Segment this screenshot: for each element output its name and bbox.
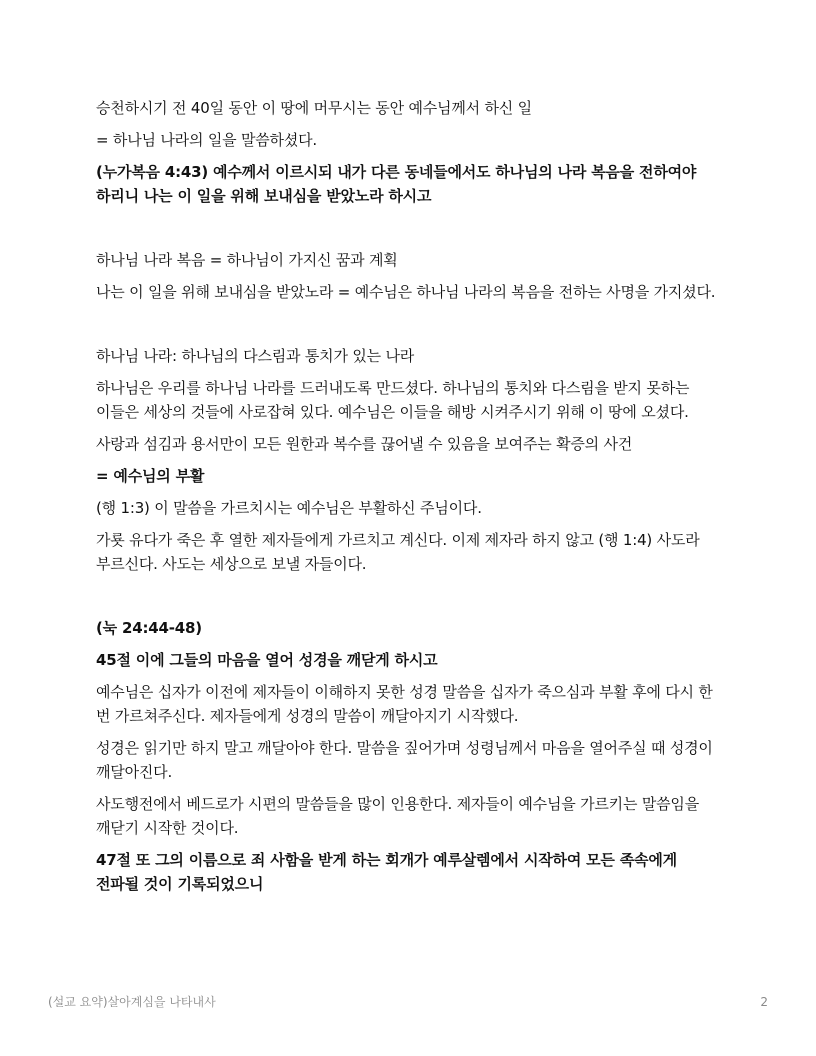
footer-document-title: (설교 요약)살아계심을 나타내사 [48, 995, 216, 1009]
paragraph: 하나님 나라 복음 = 하나님이 가지신 꿈과 계획 [96, 251, 398, 269]
paragraph: 성경은 읽기만 하지 말고 깨달아야 한다. 말씀을 짚어가며 성령님께서 마음을 열어주실 때 성경이 깨달아진다. [96, 739, 713, 781]
paragraph: (행 1:3) 이 말씀을 가르치시는 예수님은 부활하신 주님이다. [96, 499, 482, 517]
blank-line [96, 312, 720, 344]
scripture-reference: (눅 24:44-48) [96, 619, 202, 637]
blank-line [96, 216, 720, 248]
paragraph: 하나님은 우리를 하나님 나라를 드러내도록 만드셨다. 하나님의 통치와 다스림을 받지 못하는 이들은 세상의 것들에 사로잡혀 있다. 예수님은 이들을 해방 시켜주시기 위해 이 땅에 오셨다. [96, 379, 690, 421]
footer-page-number: 2 [760, 995, 768, 1009]
page-content [96, 96, 720, 904]
emphasis-line: = 예수님의 부활 [96, 467, 205, 485]
blank-line [96, 584, 720, 616]
paragraph: 하나님 나라: 하나님의 다스림과 통치가 있는 나라 [96, 347, 415, 365]
scripture-verse: 47절 또 그의 이름으로 죄 사함을 받게 하는 회개가 예루살렘에서 시작하여 모든 족속에게 전파될 것이 기록되었으니 [96, 851, 677, 893]
paragraph: 사도행전에서 베드로가 시편의 말씀들을 많이 인용한다. 제자들이 예수님을 가르키는 말씀임을 깨닫기 시작한 것이다. [96, 795, 699, 837]
paragraph: 나는 이 일을 위해 보내심을 받았노라 = 예수님은 하나님 나라의 복음을 전하는 사명을 가지셨다. [96, 283, 716, 301]
paragraph: 승천하시기 전 40일 동안 이 땅에 머무시는 동안 예수님께서 하신 일 [96, 99, 532, 117]
paragraph: 사랑과 섬김과 용서만이 모든 원한과 복수를 끊어낼 수 있음을 보여주는 확증의 사건 [96, 435, 633, 453]
paragraph: 가룟 유다가 죽은 후 열한 제자들에게 가르치고 계신다. 이제 제자라 하지 않고 (행 1:4) 사도라 부르신다. 사도는 세상으로 보낼 자들이다. [96, 531, 700, 573]
paragraph: 예수님은 십자가 이전에 제자들이 이해하지 못한 성경 말씀을 십자가 죽으심과 부활 후에 다시 한 번 가르쳐주신다. 제자들에게 성경의 말씀이 깨달아지기 시작했다. [96, 683, 713, 725]
scripture-verse: 45절 이에 그들의 마음을 열어 성경을 깨닫게 하시고 [96, 651, 438, 669]
paragraph: = 하나님 나라의 일을 말씀하셨다. [96, 131, 317, 149]
scripture-quote: (누가복음 4:43) 예수께서 이르시되 내가 다른 동네들에서도 하나님의 나라 복음을 전하여야 하리니 나는 이 일을 위해 보내심을 받았노라 하시고 [96, 163, 697, 205]
